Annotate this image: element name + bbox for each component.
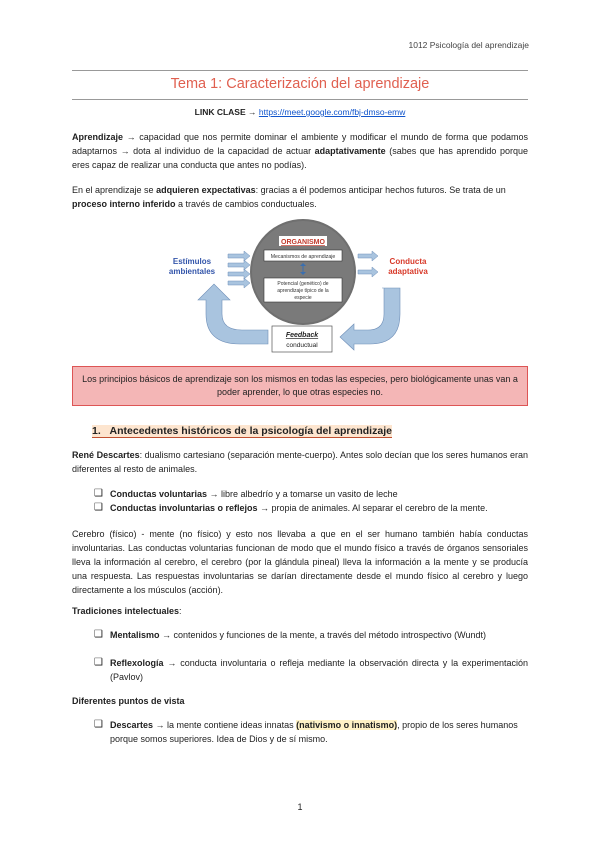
section-heading: 1. Antecedentes históricos de la psicología del aprendizaje — [92, 425, 392, 437]
bullet-icon: ❑ — [94, 719, 103, 730]
heading-puntos: Diferentes puntos de vista — [72, 696, 185, 706]
link-label: LINK CLASE → — [194, 107, 257, 117]
list-item: ❑ Reflexología → conducta involuntaria o refleja mediante la observación directa y la experimentación (Pavlov) — [94, 657, 528, 682]
list-item: ❑ Conductas voluntarias → libre albedrío y a tomarse un vasito de leche — [94, 488, 398, 499]
title-rule — [72, 99, 528, 100]
page-title: Tema 1: Caracterización del aprendizaje — [170, 76, 430, 92]
meet-link[interactable]: https://meet.google.com/fbj-dmso-emw — [258, 107, 406, 117]
input-arrows — [228, 251, 250, 288]
principles-callout: Los principios básicos de aprendizaje son los mismos en todas las especies, pero biológicamente unas van a poder aprender, lo que otras especies no. — [72, 366, 528, 406]
mecanismos-label: Mecanismos de aprendizaje — [270, 254, 336, 260]
conducta-label-1: Conducta — [389, 257, 427, 266]
feedback-label-2: conductual — [286, 342, 318, 349]
potencial-label-2: aprendizaje típico de la — [277, 288, 329, 294]
heading-tradiciones: Tradiciones intelectuales: — [72, 606, 182, 616]
potencial-label-3: especie — [294, 295, 312, 301]
bullet-icon: ❑ — [94, 502, 103, 513]
potencial-label-1: Potencial (genético) de — [277, 281, 329, 287]
list-item: ❑ Conductas involuntarias o reflejos → propia de animales. Al separar el cerebro de la mente. — [94, 502, 488, 513]
top-rule — [72, 70, 528, 71]
term-aprendizaje: Aprendizaje — [72, 132, 124, 142]
running-header: 1012 Psicología del aprendizaje — [408, 40, 529, 50]
estimulos-label-1: Estímulos — [172, 257, 212, 266]
list-item: ❑ Mentalismo → contenidos y funciones de la mente, a través del método introspectivo (Wundt) — [94, 629, 487, 640]
paragraph-cerebro: Cerebro (físico) - mente (no físico) y esto nos llevaba a que en el ser humano también había conductas involuntarias. Las conductas voluntarias funcionan de modo que el mundo físico a través de órganos sensoriales lleva la información al cerebro, el cerebro (por la glándula pineal) lleva la información a la mente y se producía una respuesta. Las respuestas involuntarias se darían directamente desde el mundo físico al cerebro y luego directamente a los músculos (acción). — [72, 529, 528, 595]
output-arrows — [358, 251, 378, 277]
estimulos-label-2: ambientales — [168, 267, 216, 276]
organismo-label: ORGANISMO — [281, 239, 325, 246]
paragraph-aprendizaje: Aprendizaje → capacidad que nos permite dominar el ambiente y modificar el mundo de forma que podamos adaptarnos → dota al individuo de la capacidad de actuar adaptativamente (sabes que has aprendido porque eres capaz de realizar una conducta que antes no podías). — [72, 132, 528, 170]
list-item: ❑ Descartes → la mente contiene ideas innatas (nativismo o innatismo), propio de los seres humanos porque somos superiores. Idea de Dios y de sí mismo. — [94, 719, 518, 744]
page-number: 1 — [297, 802, 303, 812]
learning-diagram — [160, 218, 450, 360]
conducta-label-2: adaptativa — [388, 267, 428, 276]
paragraph-expectativas: En el aprendizaje se adquieren expectativas: gracias a él podemos anticipar hechos futuros. Se trata de un proceso interno inferido a través de cambios conductuales. — [72, 185, 506, 209]
highlight-nativismo: (nativismo o innatismo) — [296, 720, 398, 730]
bullet-icon: ❑ — [94, 488, 103, 499]
bullet-icon: ❑ — [94, 629, 103, 640]
feedback-label-1: Feedback — [285, 332, 319, 339]
paragraph-descartes: René Descartes: dualismo cartesiano (separación mente-cuerpo). Antes solo decían que los seres humanos eran diferentes al resto de animales. — [72, 450, 529, 474]
link-line — [72, 105, 528, 119]
bullet-icon: ❑ — [94, 657, 103, 668]
